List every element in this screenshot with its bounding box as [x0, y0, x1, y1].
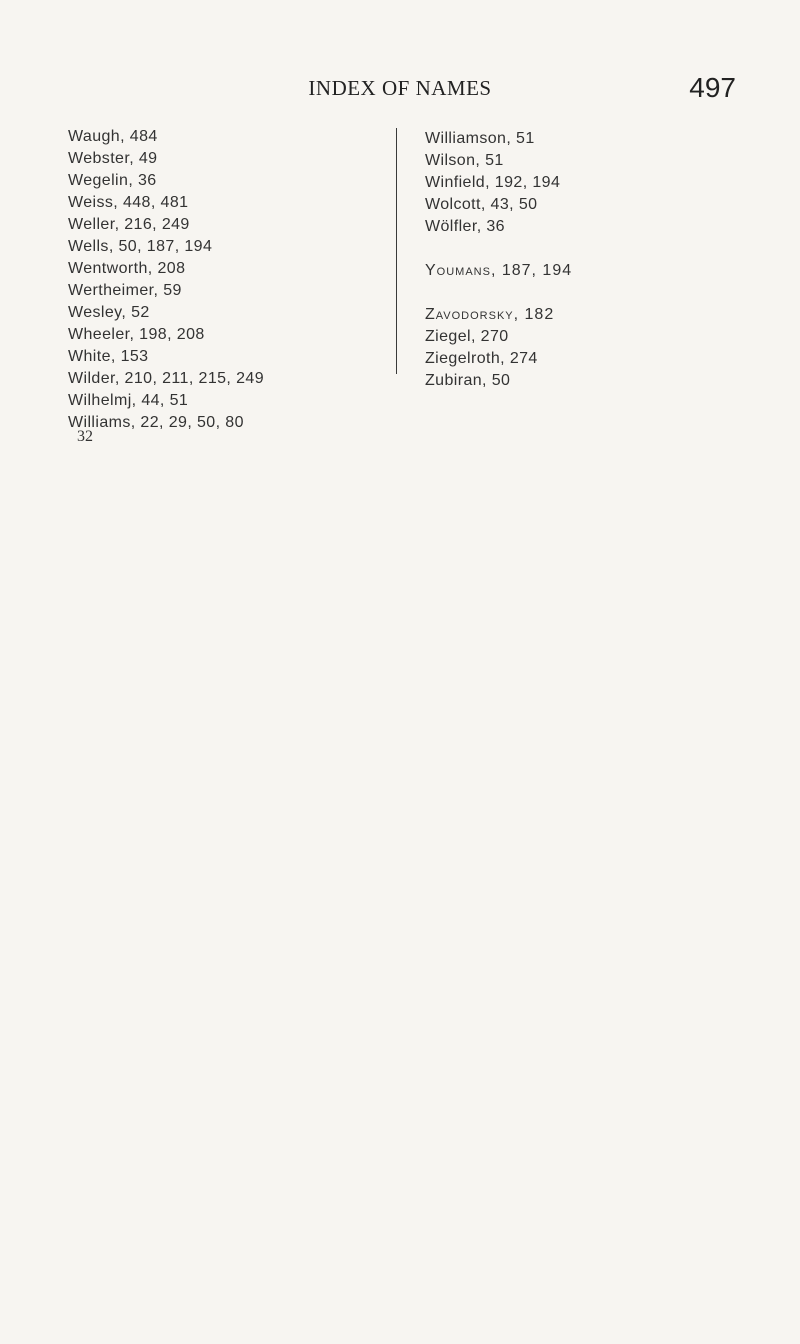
index-column-left [68, 126, 264, 434]
index-entry: Youmans, 187, 194 [425, 262, 573, 279]
index-entry: Ziegelroth, 274 [425, 350, 538, 367]
index-entry: Wells, 50, 187, 194 [68, 238, 213, 255]
index-entry: Wilhelmj, 44, 51 [68, 392, 189, 409]
index-entry: Waugh, 484 [68, 128, 158, 145]
index-entry: Wilson, 51 [425, 152, 504, 169]
index-entry: Ziegel, 270 [425, 328, 509, 345]
signature-mark: 32 [77, 428, 93, 445]
index-entry: Wolcott, 43, 50 [425, 196, 538, 213]
index-entry: Weiss, 448, 481 [68, 194, 189, 211]
index-entry: White, 153 [68, 348, 149, 365]
index-entry: Wertheimer, 59 [68, 282, 182, 299]
index-entry: Williams, 22, 29, 50, 80 [68, 414, 244, 431]
index-entry: Webster, 49 [68, 150, 158, 167]
index-entry: Wegelin, 36 [68, 172, 157, 189]
index-entry: Williamson, 51 [425, 130, 535, 147]
page-title: INDEX OF NAMES [308, 76, 492, 100]
index-entry: Wheeler, 198, 208 [68, 326, 205, 343]
index-entry: Wilder, 210, 211, 215, 249 [68, 370, 265, 387]
index-entry: Wentworth, 208 [68, 260, 186, 277]
index-entry: Zavodorsky, 182 [425, 306, 555, 323]
index-entry: Weller, 216, 249 [68, 216, 190, 233]
page-number: 497 [689, 72, 736, 103]
index-entry: Wölfler, 36 [425, 218, 505, 235]
index-entry: Zubiran, 50 [425, 372, 511, 389]
index-entry: Wesley, 52 [68, 304, 150, 321]
index-column-right [396, 128, 573, 389]
index-entry: Winfield, 192, 194 [425, 174, 561, 191]
